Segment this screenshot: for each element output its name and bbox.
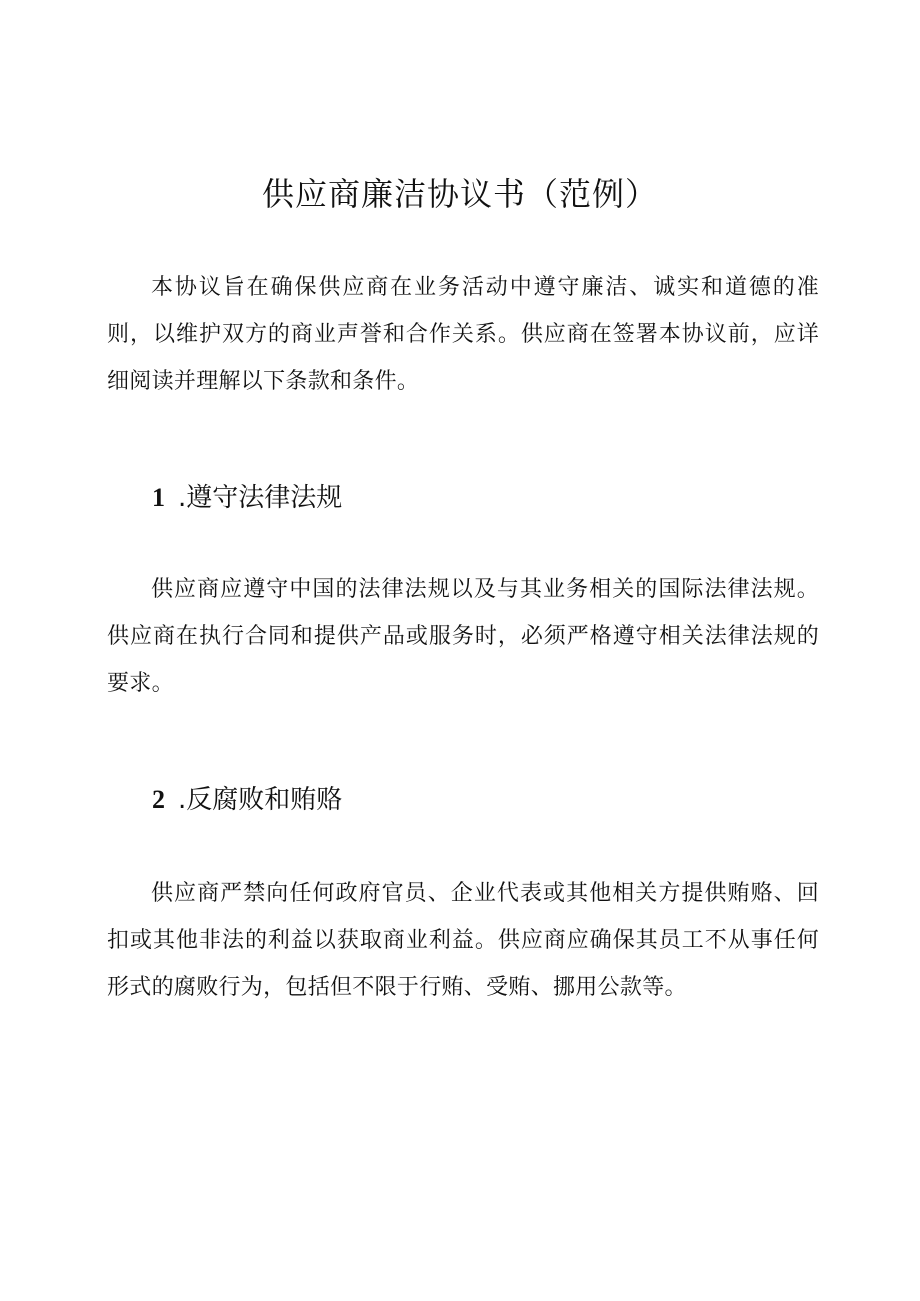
section-1-title: .遵守法律法规 (178, 483, 343, 513)
section-2-number: 2 (152, 785, 165, 814)
section-2-title: .反腐败和贿赂 (178, 785, 343, 815)
section-2-heading (152, 780, 342, 820)
section-1-number: 1 (152, 483, 165, 512)
intro-paragraph: 本协议旨在确保供应商在业务活动中遵守廉洁、诚实和道德的准则，以维护双方的商业声誉和合作关系。供应商在签署本协议前，应详细阅读并理解以下条款和条件。 (107, 275, 819, 394)
section-1-heading (152, 478, 342, 518)
section-1-body: 供应商应遵守中国的法律法规以及与其业务相关的国际法律法规。供应商在执行合同和提供产品或服务时，必须严格遵守相关法律法规的要求。 (107, 577, 819, 696)
document-title: 供应商廉洁协议书（范例） (261, 175, 658, 213)
section-2-body: 供应商严禁向任何政府官员、企业代表或其他相关方提供贿赂、回扣或其他非法的利益以获取商业利益。供应商应确保其员工不从事任何形式的腐败行为，包括但不限于行贿、受贿、挪用公款等。 (107, 881, 819, 1000)
